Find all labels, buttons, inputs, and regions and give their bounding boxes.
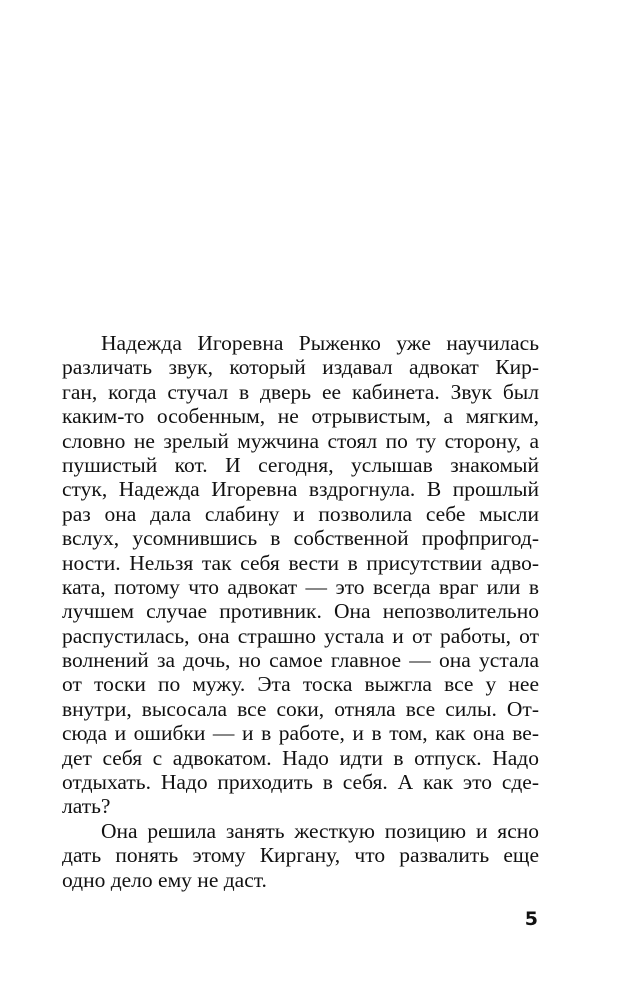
text-line: пушистый кот. И сегодня, услышав знакомый: [62, 452, 539, 477]
text-line: ката, потому что адвокат — это всегда враг или в: [62, 574, 539, 599]
text-line: ности. Нельзя так себя вести в присутствии адво-: [62, 550, 539, 575]
text-line: отдыхать. Надо приходить в себя. А как это сде-: [62, 770, 539, 795]
text-line: дет себя с адвокатом. Надо идти в отпуск. Надо: [62, 745, 539, 770]
page-number: 5: [524, 908, 538, 930]
text-line: Она решила занять жесткую позицию и ясно: [101, 818, 539, 843]
text-line: Надежда Игоревна Рыженко уже научилась: [101, 331, 539, 355]
text-line: одно дело ему не даст.: [62, 867, 267, 892]
text-line: распустилась, она страшно устала и от работы, от: [62, 623, 539, 648]
text-line: внутри, высосала все соки, отняла все силы. От-: [62, 696, 539, 721]
body-text: [62, 331, 539, 892]
text-line: вслух, усомнившись в собственной профпригод-: [62, 526, 539, 551]
text-line: лучшем случае противник. Она непозволительно: [62, 599, 539, 624]
text-line: дать понять этому Киргану, что развалить еще: [62, 843, 539, 868]
text-line: словно не зрелый мужчина стоял по ту сторону, а: [62, 428, 539, 453]
text-line: стук, Надежда Игоревна вздрогнула. В прошлый: [62, 477, 539, 502]
text-line: от тоски по мужу. Эта тоска выжгла все у нее: [62, 672, 539, 697]
text-line: лать?: [62, 794, 111, 819]
text-line: каким-то особенным, не отрывистым, а мягким,: [62, 404, 539, 429]
text-line: различать звук, который издавал адвокат Кир-: [62, 355, 539, 380]
text-line: волнений за дочь, но самое главное — она устала: [62, 648, 539, 673]
text-line: ган, когда стучал в дверь ее кабинета. Звук был: [62, 379, 539, 404]
text-line: сюда и ошибки — и в работе, и в том, как она ве-: [62, 721, 539, 746]
text-line: раз она дала слабину и позволила себе мысли: [62, 501, 539, 526]
